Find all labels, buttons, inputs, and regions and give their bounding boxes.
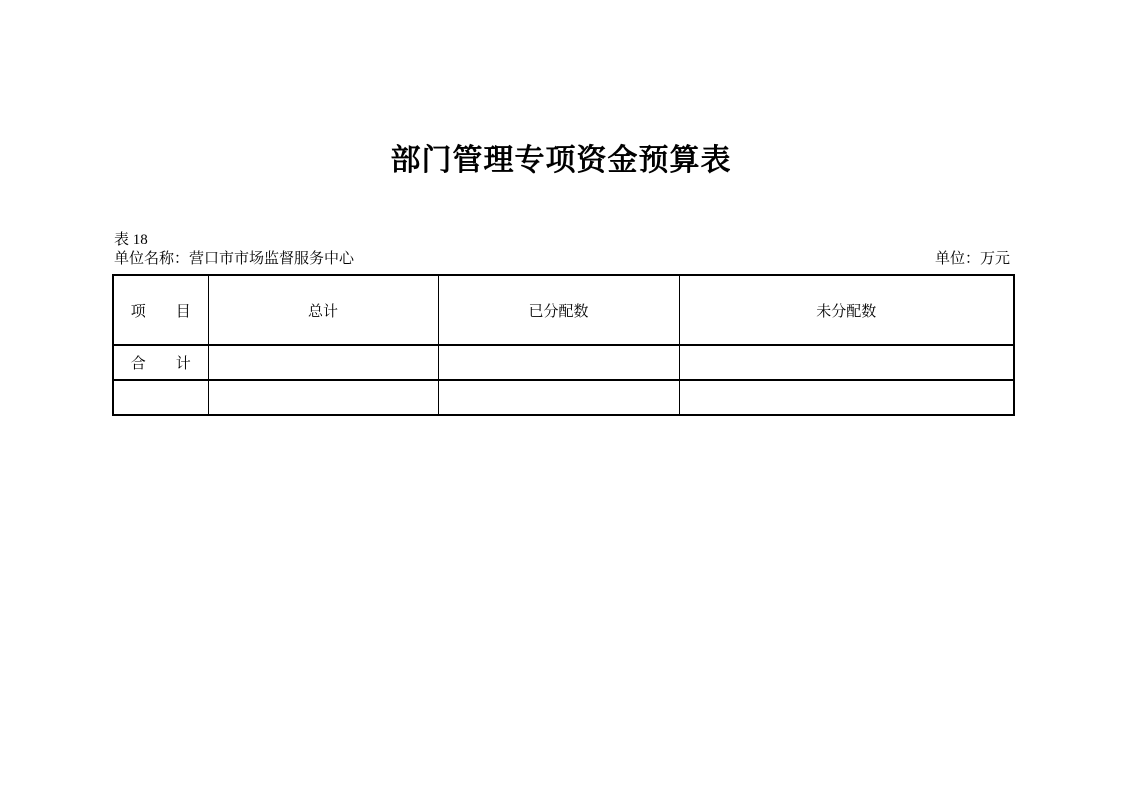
cell-total-allocated <box>438 345 679 380</box>
cell-total-sum <box>208 345 438 380</box>
cell-total-unallocated <box>679 345 1014 380</box>
cell-empty-allocated <box>438 380 679 415</box>
table-meta-line <box>114 250 1010 268</box>
cell-empty-sum <box>208 380 438 415</box>
table-row-total <box>113 345 1014 380</box>
unit-name-label: 单位名称：营口市市场监督服务中心 <box>114 251 355 267</box>
cell-total-label: 合 计 <box>113 345 208 380</box>
cell-empty-unallocated <box>679 380 1014 415</box>
table-number-label: 表 18 <box>114 232 148 248</box>
column-header-allocated: 已分配数 <box>438 275 679 345</box>
budget-table <box>112 274 1015 416</box>
column-header-unallocated: 未分配数 <box>679 275 1014 345</box>
cell-empty-label <box>113 380 208 415</box>
table-row-empty <box>113 380 1014 415</box>
table-header-row <box>113 275 1014 345</box>
page-title: 部门管理专项资金预算表 <box>390 144 732 177</box>
column-header-total: 总计 <box>208 275 438 345</box>
unit-measure-label: 单位：万元 <box>934 251 1010 267</box>
column-header-item: 项 目 <box>113 275 208 345</box>
